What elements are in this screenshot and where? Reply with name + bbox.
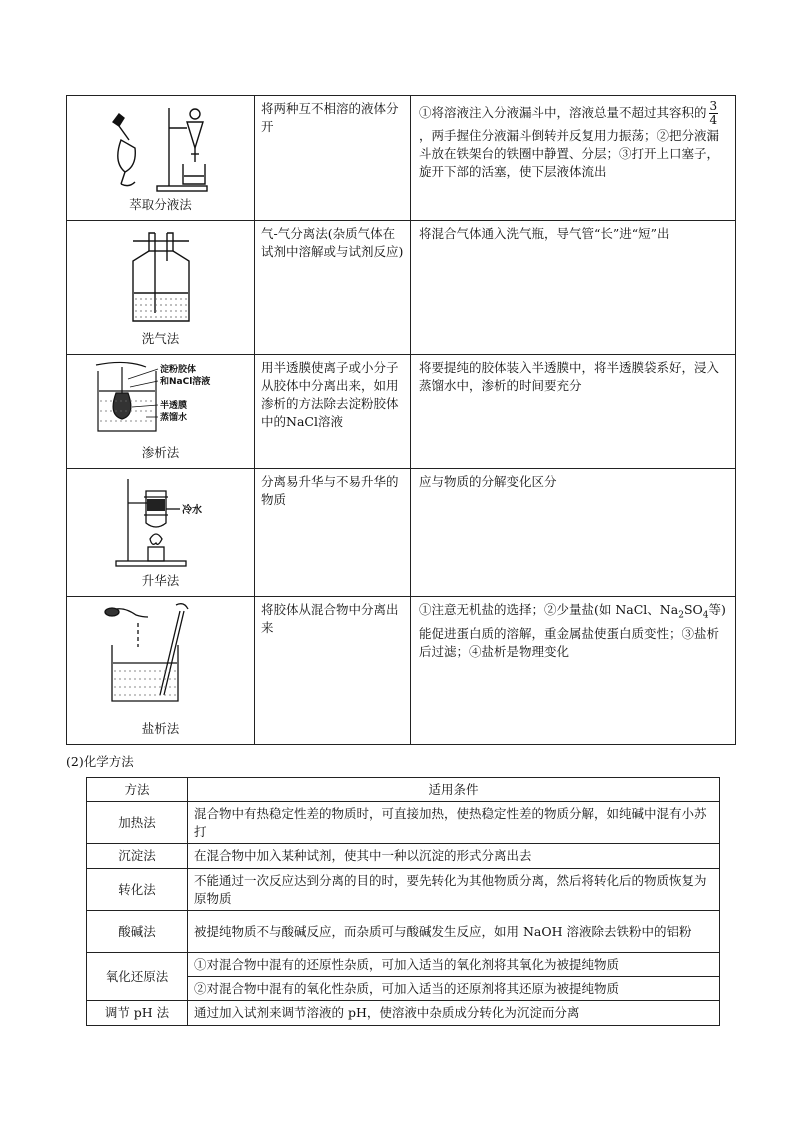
method-notes: 将混合气体通入洗气瓶，导气管“长”进“短”出	[411, 221, 736, 355]
table-row	[67, 355, 736, 469]
figure-label: 半透膜	[159, 401, 187, 411]
method-caption: 洗气法	[141, 331, 180, 346]
fraction	[709, 100, 719, 127]
figure-label: 冷水	[181, 505, 202, 516]
physical-methods-table	[66, 95, 736, 745]
method-caption: 渗析法	[141, 445, 180, 460]
sublimation-figure	[106, 473, 216, 569]
figure-cell	[67, 597, 255, 745]
method-name: 调节 pH 法	[87, 1001, 188, 1026]
method-scope: 将两种互不相溶的液体分开	[255, 96, 411, 221]
subscript: 4	[702, 610, 709, 621]
method-name: 沉淀法	[87, 844, 188, 869]
figure-label: 蒸馏水	[159, 413, 187, 423]
subscript: 2	[678, 610, 684, 621]
figure-label: 淀粉胶体	[159, 365, 196, 375]
table-row	[67, 597, 736, 745]
table-row	[67, 96, 736, 221]
fraction-numerator: 3	[709, 99, 718, 113]
method-scope: 分离易升华与不易升华的物质	[255, 469, 411, 597]
table-row	[67, 469, 736, 597]
fraction-denominator: 4	[709, 113, 718, 127]
table-row	[87, 1001, 720, 1026]
method-condition: 不能通过一次反应达到分离的目的时，要先转化为其他物质分离，然后将转化后的物质恢复为原物质	[188, 869, 720, 911]
table-row	[87, 911, 720, 953]
method-name: 加热法	[87, 802, 188, 844]
table-row	[87, 844, 720, 869]
salting-out-figure	[96, 601, 226, 707]
table-row	[87, 869, 720, 911]
note-text: ，两手握住分液漏斗倒转并反复用力振荡；②把分液漏斗放在铁架台的铁圈中静置、分层；③打开上口塞子，旋开下部的活塞，使下层液体流出	[419, 128, 720, 179]
figure-label: 和NaCl溶液	[159, 377, 210, 387]
method-name: 酸碱法	[87, 911, 188, 953]
note-text: ①将溶液注入分液漏斗中，溶液总量不超过其容积的	[419, 105, 707, 120]
gas-washing-bottle-figure	[111, 225, 211, 325]
table-row	[87, 802, 720, 844]
figure-cell	[67, 96, 255, 221]
note-text: SO	[683, 602, 703, 617]
method-condition: 在混合物中加入某种试剂，使其中一种以沉淀的形式分离出去	[188, 844, 720, 869]
figure-cell	[67, 469, 255, 597]
column-header: 适用条件	[188, 778, 720, 802]
method-condition: 被提纯物质不与酸碱反应，而杂质可与酸碱发生反应，如用 NaOH 溶液除去铁粉中的铝粉	[188, 911, 720, 953]
column-header: 方法	[87, 778, 188, 802]
table-row	[67, 221, 736, 355]
note-text: 等)能促进蛋白质的溶解，重金属盐使蛋白质变性；③盐析后过滤；④盐析是物理变化	[419, 602, 726, 659]
separatory-funnel-figure	[91, 100, 231, 195]
method-caption: 萃取分液法	[129, 197, 192, 212]
method-scope: 用半透膜使离子或小分子从胶体中分离出来，如用渗析的方法除去淀粉胶体中的NaCl溶液	[255, 355, 411, 469]
method-condition: ①对混合物中混有的还原性杂质，可加入适当的氧化剂将其氧化为被提纯物质	[188, 953, 720, 977]
method-name: 氧化还原法	[87, 953, 188, 1001]
dialysis-figure	[86, 357, 236, 437]
method-scope: 将胶体从混合物中分离出来	[255, 597, 411, 745]
method-scope: 气-气分离法(杂质气体在试剂中溶解或与试剂反应)	[255, 221, 411, 355]
table-header-row	[87, 778, 720, 802]
method-name: 转化法	[87, 869, 188, 911]
method-caption: 盐析法	[141, 721, 180, 736]
method-condition: 通过加入试剂来调节溶液的 pH，使溶液中杂质成分转化为沉淀而分离	[188, 1001, 720, 1026]
section-title: (2)化学方法	[66, 754, 134, 769]
table-row	[87, 953, 720, 977]
method-notes: 应与物质的分解变化区分	[411, 469, 736, 597]
method-notes	[411, 597, 736, 745]
method-notes: 将要提纯的胶体装入半透膜中，将半透膜袋系好，浸入蒸馏水中，渗析的时间要充分	[411, 355, 736, 469]
chemical-methods-table	[86, 777, 720, 1026]
note-text: ①注意无机盐的选择；②少量盐(如 NaCl、Na	[419, 602, 679, 617]
figure-cell	[67, 355, 255, 469]
method-caption: 升华法	[141, 573, 180, 588]
method-notes	[411, 96, 736, 221]
figure-cell	[67, 221, 255, 355]
method-condition: 混合物中有热稳定性差的物质时，可直接加热，使热稳定性差的物质分解，如纯碱中混有小苏打	[188, 802, 720, 844]
method-condition: ②对混合物中混有的氧化性杂质，可加入适当的还原剂将其还原为被提纯物质	[188, 977, 720, 1001]
